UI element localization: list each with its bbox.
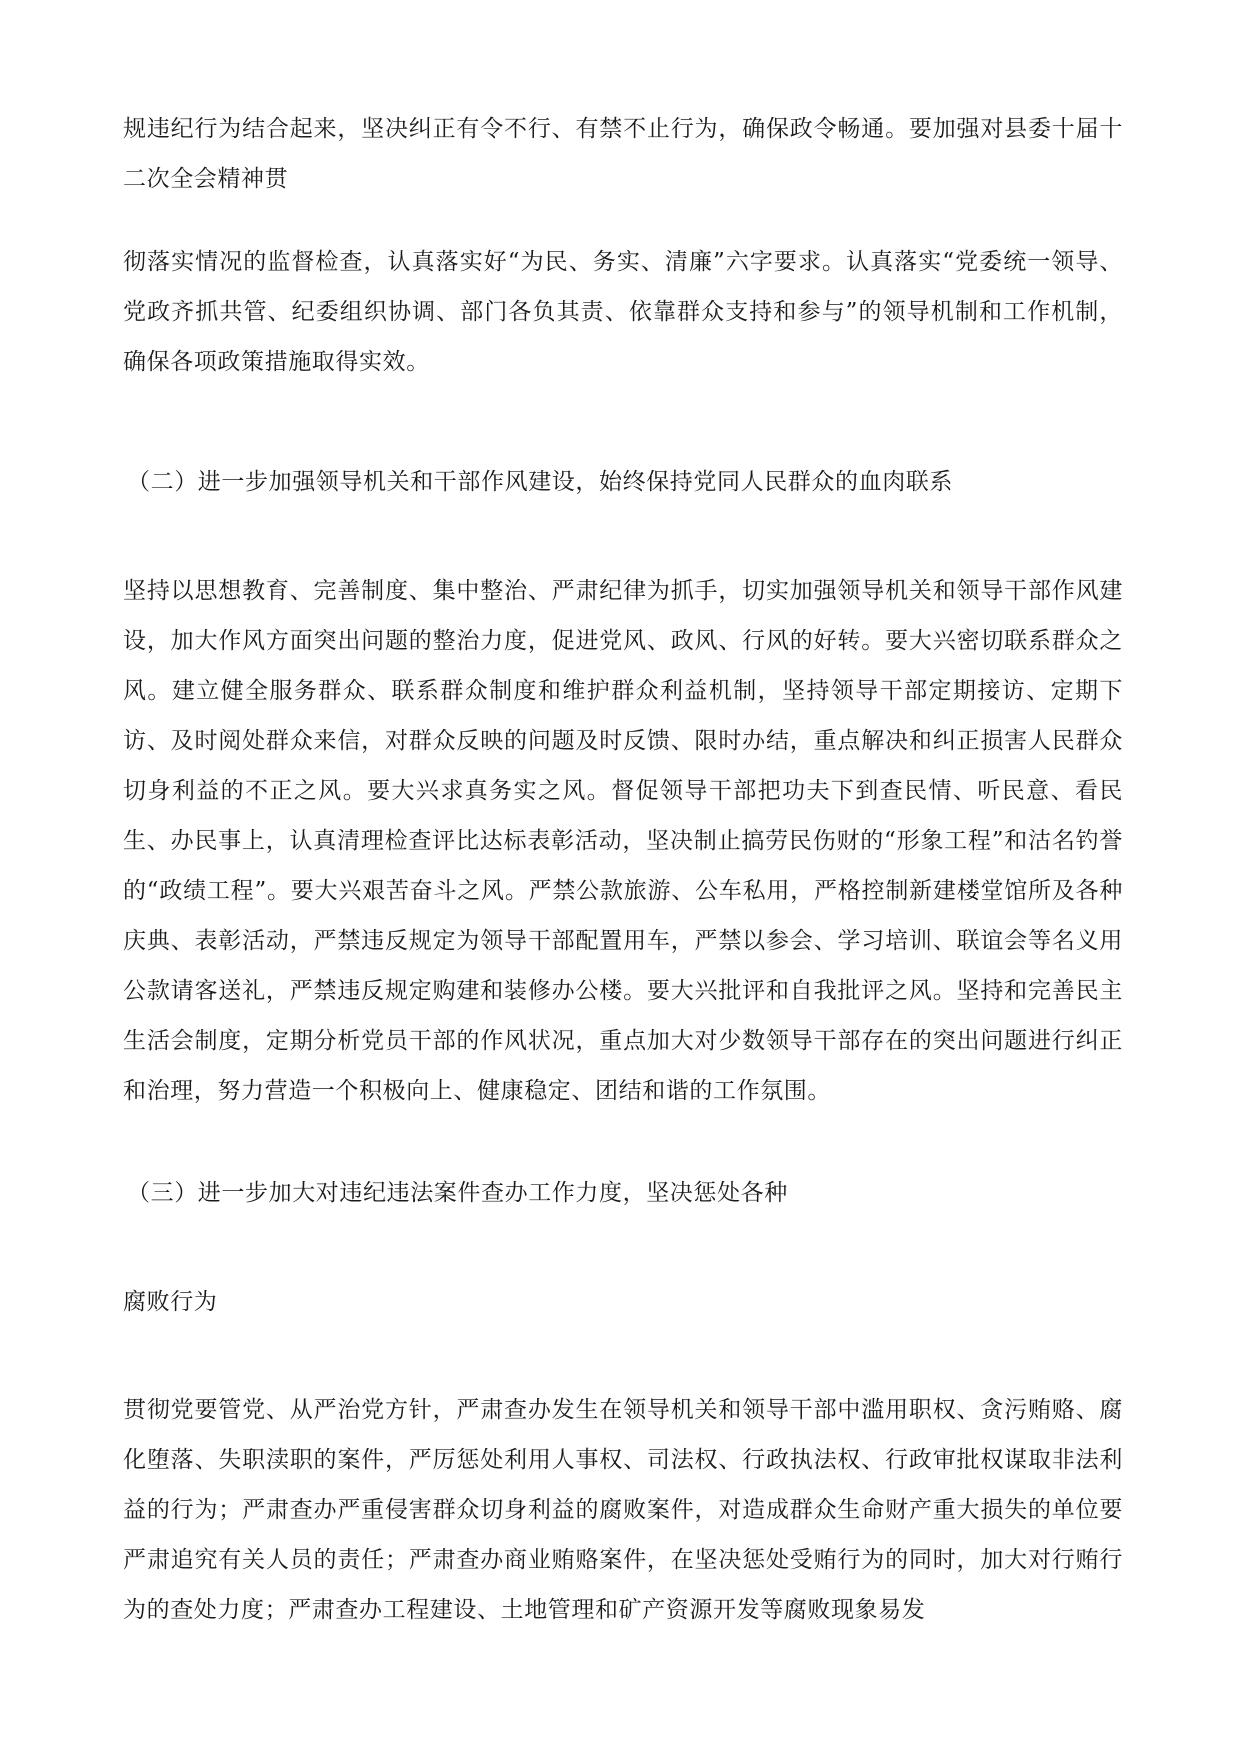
paragraph-5: 贯彻党要管党、从严治党方针，严肃查办发生在领导机关和领导干部中滥用职权、贪污贿赂、腐化堕落、失职渎职的案件，严厉惩处利用人事权、司法权、行政执法权、行政审批权谋取非法利益的行为；严肃查办严重侵害群众切身利益的腐败案件，对造成群众生命财产重大损失的单位要严肃追究有关人员的责任；严肃查办商业贿赂案件，在坚决惩处受贿行为的同时，加大对行贿行为的查处力度；严肃查办工程建设、土地管理和矿产资源开发等腐败现象易发 (123, 1397, 1123, 1623)
paragraph-2: 彻落实情况的监督检查，认真落实好“为民、务实、清廉”六字要求。认真落实“党委统一领导、党政齐抓共管、纪委组织协调、部门各负其责、依靠群众支持和参与”的领导机制和工作机制，确保各项政策措施取得实效。 (123, 249, 1123, 375)
paragraph-1: 规违纪行为结合起来，坚决纠正有令不行、有禁不止行为，确保政令畅通。要加强对县委十届十二次全会精神贯 (123, 116, 1123, 192)
paragraph-4: 腐败行为 (123, 1289, 218, 1315)
section-heading-2: （二）进一步加强领导机关和干部作风建设，始终保持党同人民群众的血肉联系 (127, 469, 953, 495)
paragraph-3: 坚持以思想教育、完善制度、集中整治、严肃纪律为抓手，切实加强领导机关和领导干部作风建设，加大作风方面突出问题的整治力度，促进党风、政风、行风的好转。要大兴密切联系群众之风。建立健全服务群众、联系群众制度和维护群众利益机制，坚持领导干部定期接访、定期下访、及时阅处群众来信，对群众反映的问题及时反馈、限时办结，重点解决和纠正损害人民群众切身利益的不正之风。要大兴求真务实之风。督促领导干部把功夫下到查民情、听民意、看民生、办民事上，认真清理检查评比达标表彰活动，坚决制止搞劳民伤财的“形象工程”和沽名钓誉的“政绩工程”。要大兴艰苦奋斗之风。严禁公款旅游、公车私用，严格控制新建楼堂馆所及各种庆典、表彰活动，严禁违反规定为领导干部配置用车，严禁以参会、学习培训、联谊会等名义用公款请客送礼，严禁违反规定购建和装修办公楼。要大兴批评和自我批评之风。坚持和完善民主生活会制度，定期分析党员干部的作风状况，重点加大对少数领导干部存在的突出问题进行纠正和治理，努力营造一个积极向上、健康稳定、团结和谐的工作氛围。 (123, 578, 1123, 1104)
section-heading-3: （三）进一步加大对违纪违法案件查办工作力度，坚决惩处各种 (127, 1180, 788, 1206)
